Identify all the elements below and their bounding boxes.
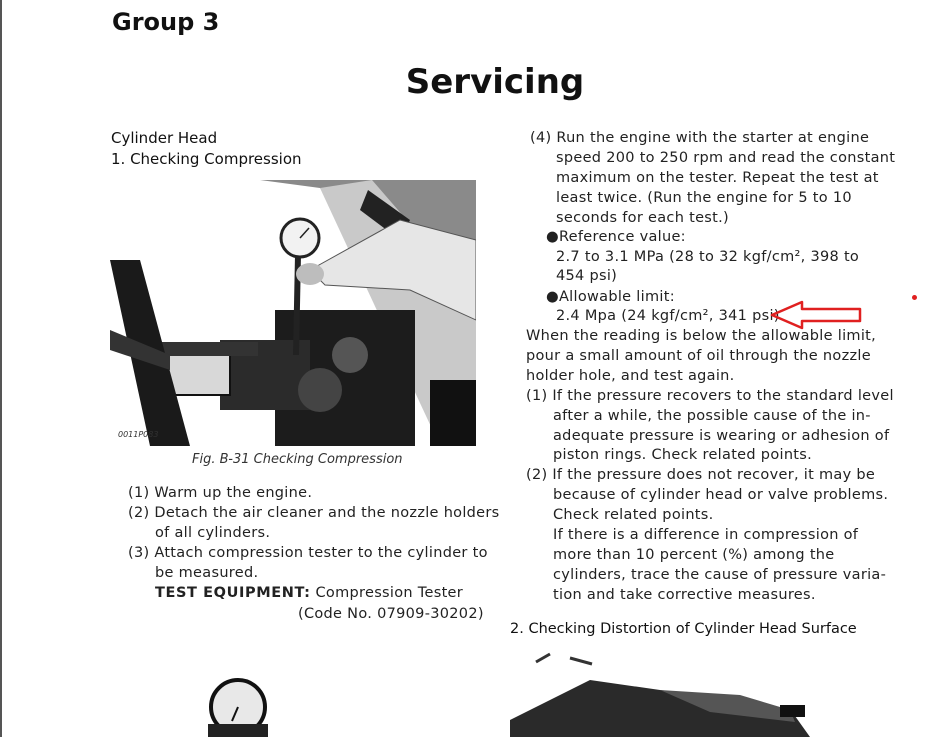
photo-stamp: 0011P083 bbox=[118, 430, 159, 439]
section-2-title: 2. Checking Distortion of Cylinder Head Surface bbox=[510, 621, 857, 637]
step-1: (1) Warm up the engine. bbox=[128, 485, 313, 501]
subsection-title-checking-compression: 1. Checking Compression bbox=[111, 150, 302, 168]
test-equipment-value: Compression Tester bbox=[315, 585, 464, 601]
compression-test-photo bbox=[110, 180, 476, 446]
step-4-line-2: speed 200 to 250 rpm and read the constant bbox=[556, 150, 896, 166]
item-2-line-3: Check related points. bbox=[553, 507, 714, 523]
test-equipment-code: (Code No. 07909-30202) bbox=[298, 606, 484, 622]
reference-value-line-1: 2.7 to 3.1 MPa (28 to 32 kgf/cm², 398 to bbox=[556, 249, 860, 265]
photo-illustration bbox=[110, 180, 476, 446]
item-2-line-7: tion and take corrective measures. bbox=[553, 587, 816, 603]
reference-value-line-2: 454 psi) bbox=[556, 268, 618, 284]
item-2-line-1: (2) If the pressure does not recover, it may be bbox=[526, 467, 876, 483]
allowable-limit-label: ●Allowable limit: bbox=[546, 289, 675, 305]
section-title-cylinder-head: Cylinder Head bbox=[111, 129, 218, 147]
red-dot-icon bbox=[912, 295, 917, 300]
figure-caption: Fig. B-31 Checking Compression bbox=[192, 452, 403, 467]
item-1-line-2: after a while, the possible cause of the in- bbox=[553, 408, 871, 424]
step-4-line-5: seconds for each test.) bbox=[556, 210, 730, 226]
test-equipment-label: TEST EQUIPMENT: bbox=[155, 585, 311, 601]
step-2: (2) Detach the air cleaner and the nozzle holders bbox=[128, 505, 500, 521]
step-3-cont: be measured. bbox=[155, 565, 259, 581]
page-title: Servicing bbox=[405, 62, 585, 102]
item-1-line-4: piston rings. Check related points. bbox=[553, 447, 813, 463]
step-2-cont: of all cylinders. bbox=[155, 525, 271, 541]
step-4-line-3: maximum on the tester. Repeat the test at bbox=[556, 170, 879, 186]
page-edge-line bbox=[0, 0, 2, 737]
reference-value-label: ●Reference value: bbox=[546, 229, 686, 245]
allowable-limit-value: 2.4 Mpa (24 kgf/cm², 341 psi) bbox=[556, 308, 780, 324]
below-limit-line-3: holder hole, and test again. bbox=[526, 368, 735, 384]
gauge-photo-bottom bbox=[208, 676, 268, 737]
cylinder-head-photo bbox=[510, 650, 815, 737]
item-2-line-5: more than 10 percent (%) among the bbox=[553, 547, 835, 563]
test-equipment-line bbox=[155, 583, 463, 603]
group-heading: Group 3 bbox=[112, 8, 220, 36]
item-2-line-2: because of cylinder head or valve problems. bbox=[553, 487, 889, 503]
item-1-line-1: (1) If the pressure recovers to the standard level bbox=[526, 388, 894, 404]
item-2-line-4: If there is a difference in compression of bbox=[553, 527, 859, 543]
step-4-line-1: (4) Run the engine with the starter at engine bbox=[530, 130, 870, 146]
item-1-line-3: adequate pressure is wearing or adhesion of bbox=[553, 428, 890, 444]
below-limit-line-1: When the reading is below the allowable limit, bbox=[526, 328, 877, 344]
below-limit-line-2: pour a small amount of oil through the nozzle bbox=[526, 348, 871, 364]
item-2-line-6: cylinders, trace the cause of pressure varia- bbox=[553, 567, 887, 583]
step-3: (3) Attach compression tester to the cylinder to bbox=[128, 545, 488, 561]
step-4-line-4: least twice. (Run the engine for 5 to 10 bbox=[556, 190, 852, 206]
